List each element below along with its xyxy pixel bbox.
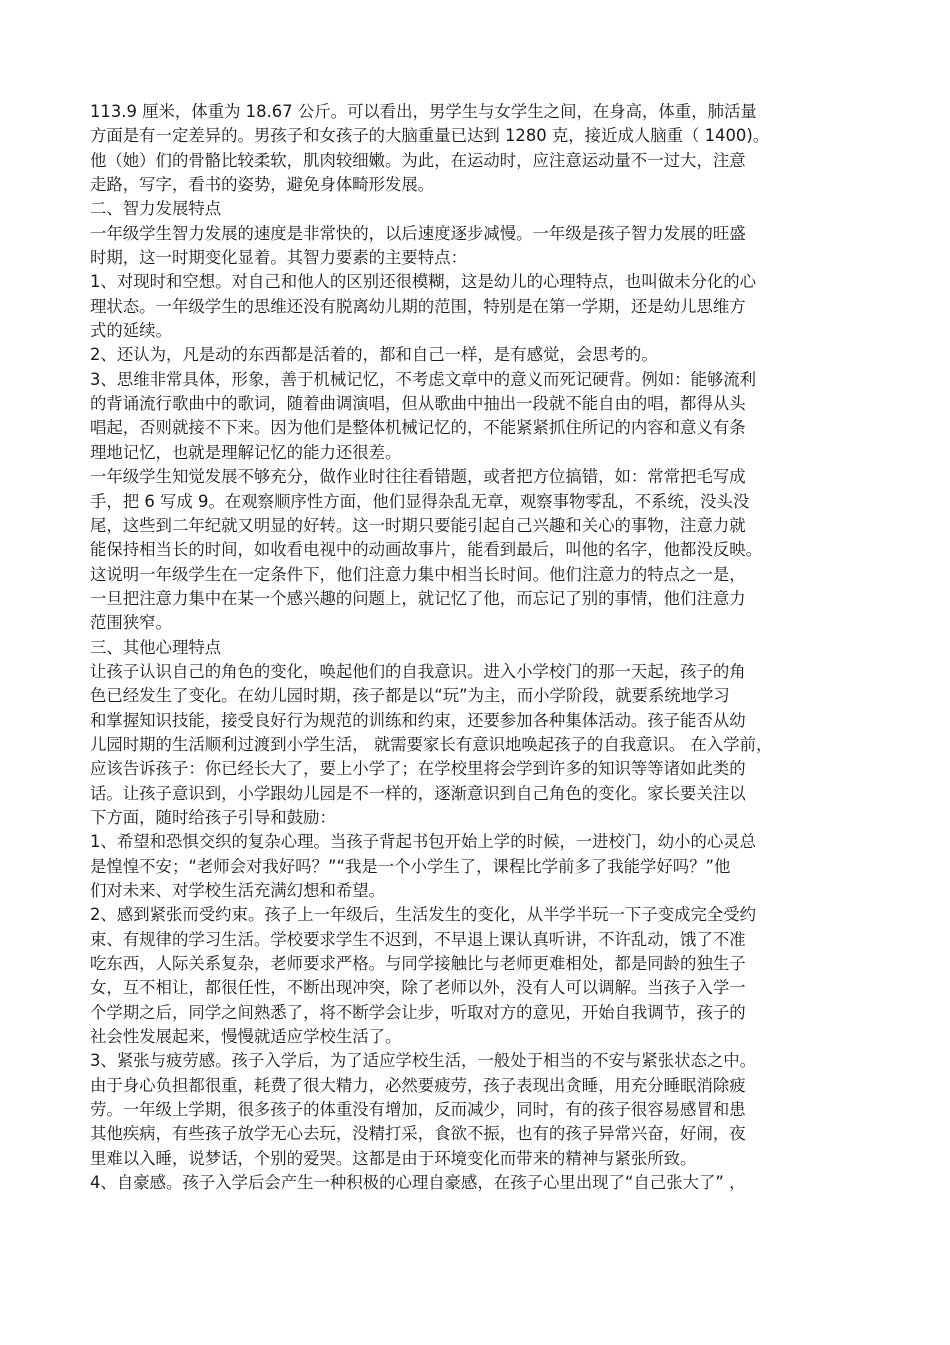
text-line: 2、还认为，凡是动的东西都是活着的，都和自己一样，是有感觉，会思考的。 (90, 345, 658, 365)
text-line: 们对未来、对学校生活充满幻想和希望。 (90, 881, 386, 900)
text-line: 吃东西，人际关系复杂，老师要求严格。与同学接触比与老师更难相处，都是同龄的独生子 (90, 954, 746, 974)
text-line: 应该告诉孩子：你已经长大了，要上小学了；在学校里将会学到许多的知识等等诸如此类的 (90, 759, 746, 779)
text-line: 手，把 6 写成 9。在观察顺序性方面，他们显得杂乱无章，观察事物零乱，不系统，没头没 (90, 491, 750, 511)
text-line: 理地记忆，也就是理解记忆的能力还很差。 (90, 442, 402, 462)
text-line: 一年级学生知觉发展不够充分，做作业时往往看错题，或者把方位搞错，如：常常把毛写成 (90, 467, 746, 487)
text-line: 二、智力发展特点 (90, 199, 222, 219)
text-line: 下方面，随时给孩子引导和鼓励： (90, 807, 336, 827)
document-body (90, 100, 870, 1195)
text-line: 时期，这一时期变化显着。其智力要素的主要特点： (90, 248, 467, 268)
text-line: 的背诵流行歌曲中的歌词，随着曲调演唱，但从歌曲中抽出一段就不能自由的唱，都得从头 (90, 394, 746, 414)
text-line: 这说明一年级学生在一定条件下，他们注意力集中相当长时间。他们注意力的特点之一是， (90, 564, 746, 584)
text-line: 1、对现时和空想。对自己和他人的区别还很模糊，这是幼儿的心理特点，也叫做未分化的心 (90, 272, 757, 292)
text-line: 式的延续。 (90, 321, 172, 341)
text-line: 三、其他心理特点 (90, 637, 222, 657)
text-line: 一旦把注意力集中在某一个感兴趣的问题上，就记忆了他，而忘记了别的事情，他们注意力 (90, 588, 746, 608)
text-line: 话。让孩子意识到，小学跟幼儿园是不一样的，逐渐意识到自己角色的变化。家长要关注以 (90, 783, 746, 803)
text-line: 2、感到紧张而受约束。孩子上一年级后，生活发生的变化，从半学半玩一下子变成完全受约 (90, 905, 757, 925)
text-line: 里难以入睡，说梦话，个别的爱哭。这都是由于环境变化而带来的精神与紧张所致。 (90, 1148, 697, 1168)
text-line: 色已经发生了变化。在幼儿园时期，孩子都是以“玩”为主，而小学阶段，就要系统地学习 (90, 686, 730, 706)
text-line: 方面是有一定差异的。男孩子和女孩子的大脑重量已达到 1280 克，接近成人脑重（ 1400)。 (90, 126, 770, 146)
text-line: 范围狭窄。 (90, 613, 172, 633)
text-line: 劳。一年级上学期，很多孩子的体重没有增加，反而减少，同时，有的孩子很容易感冒和患 (90, 1100, 746, 1120)
text-line: 让孩子认识自己的角色的变化，唤起他们的自我意识。进入小学校门的那一天起，孩子的角 (90, 661, 746, 681)
text-line: 能保持相当长的时间，如收看电视中的动画故事片，能看到最后，叫他的名字，他都没反映。 (90, 540, 763, 560)
text-line: 3、思维非常具体，形象，善于机械记忆，不考虑文章中的意义而死记硬背。例如：能够流利 (90, 369, 757, 389)
text-line: 个学期之后，同学之间熟悉了，将不断学会让步，听取对方的意见，开始自我调节，孩子的 (90, 1002, 746, 1022)
text-line: 他（她）们的骨骼比较柔软，肌肉较细嫩。为此，在运动时，应注意运动量不一过大，注意 (90, 150, 746, 170)
text-line: 由于身心负担都很重，耗费了很大精力，必然要疲劳，孩子表现出贪睡，用充分睡眠消除疲 (90, 1075, 746, 1095)
text-line: 束、有规律的学习生活。学校要求学生不迟到，不早退上课认真听讲，不许乱动，饿了不准 (90, 929, 746, 949)
text-line: 其他疾病，有些孩子放学无心去玩，没精打采，食欲不振，也有的孩子异常兴奋，好闹，夜 (90, 1124, 746, 1144)
text-line: 一年级学生智力发展的速度是非常快的，以后速度逐步减慢。一年级是孩子智力发展的旺盛 (90, 223, 746, 243)
text-line: 113.9 厘米，体重为 18.67 公斤。可以看出，男学生与女学生之间，在身高，体重，肺活量 (90, 102, 757, 121)
text-line: 走路，写字，看书的姿势，避免身体畸形发展。 (90, 175, 435, 195)
text-line: 3、紧张与疲劳感。孩子入学后，为了适应学校生活，一般处于相当的不安与紧张状态之中。 (90, 1051, 757, 1071)
text-line: 尾，这些到二年纪就又明显的好转。这一时期只要能引起自己兴趣和关心的事物，注意力就 (90, 515, 746, 535)
text-line: 和掌握知识技能，接受良好行为规范的训练和约束，还要参加各种集体活动。孩子能否从幼 (90, 710, 746, 730)
text-line: 儿园时期的生活顺利过渡到小学生活， 就需要家长有意识地唤起孩子的自我意识。 在入学前， (90, 734, 773, 754)
text-line: 女，互不相让，都很任性，不断出现冲突，除了老师以外，没有人可以调解。当孩子入学一 (90, 978, 746, 998)
text-line: 社会性发展起来，慢慢就适应学校生活了。 (90, 1027, 402, 1047)
text-line: 理状态。一年级学生的思维还没有脱离幼儿期的范围，特别是在第一学期，还是幼儿思维方 (90, 296, 746, 316)
text-line: 唱起，否则就接不下来。因为他们是整体机械记忆的，不能紧紧抓住所记的内容和意义有条 (90, 418, 746, 438)
text-line: 1、希望和恐惧交织的复杂心理。当孩子背起书包开始上学的时候，一进校门，幼小的心灵总 (90, 832, 757, 852)
text-line: 是惶惶不安；“老师会对我好吗？”“我是一个小学生了，课程比学前多了我能学好吗？”他 (90, 856, 731, 876)
text-line: 4、自豪感。孩子入学后会产生一种积极的心理自豪感，在孩子心里出现了“自己张大了” ， (90, 1173, 746, 1193)
